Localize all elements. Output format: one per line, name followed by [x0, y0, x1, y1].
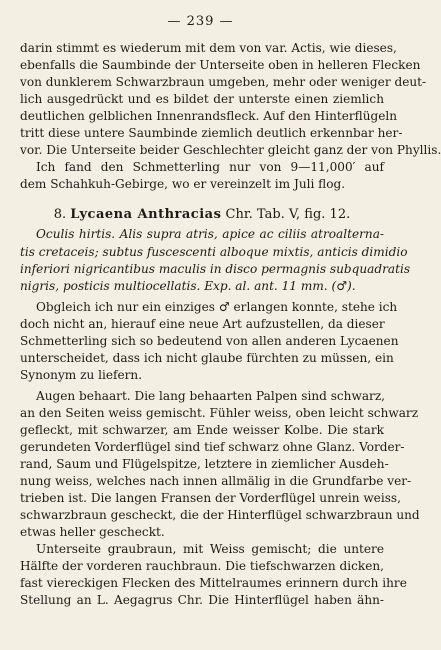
text-line: inferiori nigricantibus maculis in disco permagnis subquadratis [20, 261, 411, 276]
text-line: vor. Die Unterseite beider Geschlechter gleicht ganz der von Phyllis. [20, 143, 441, 158]
text-line: Stellung an L. Aegagrus Chr. Die Hinterflügel haben ähn- [20, 593, 384, 608]
text-line: Augen behaart. Die lang behaarten Palpen sind schwarz, [36, 388, 386, 403]
text-line: Schmetterling sich so bedeutend von allen anderen Lycaenen [20, 333, 399, 348]
text-line: nigris, posticis multiocellatis. Exp. al. ant. 11 mm. (♂). [20, 278, 356, 293]
text-line: lich ausgedrückt und es bildet der unterste einen ziemlich [20, 92, 384, 107]
paragraph-introduction [20, 299, 399, 384]
text-line: Oculis hirtis. Alis supra atris, apice ac ciliis atroalterna- [36, 227, 384, 242]
paragraph-upperside [20, 388, 420, 541]
text-line: trieben ist. Die langen Fransen der Vorderflügel unrein weiss, [20, 491, 401, 506]
text-line: tis cretaceis; subtus fuscescenti alboque mixtis, anticis dimidio [20, 244, 408, 259]
text-line: Synonym zu liefern. [20, 367, 143, 382]
text-line: tritt diese untere Saumbinde ziemlich deutlich erkennbar her- [20, 126, 403, 141]
text-line: rand, Saum und Flügelspitze, letztere in ziemlicher Ausdeh- [20, 457, 389, 472]
species-heading [20, 206, 384, 223]
text-line: dem Schahkuh-Gebirge, wo er vereinzelt im Juli flog. [20, 177, 346, 192]
text-line: Ich fand den Schmetterling nur von 9—11,000′ auf [36, 160, 384, 175]
text-line: nung weiss, welches nach innen allmälig in die Grundfarbe ver- [20, 474, 412, 489]
paragraph-description-end [20, 40, 441, 159]
body-text [20, 40, 441, 610]
text-line: darin stimmt es wiederum mit dem von var. Actis, wie dieses, [20, 41, 397, 55]
text-line: gefleckt, mit schwarzer, am Ende weisser Kolbe. Die stark [20, 422, 384, 437]
text-line: etwas heller gescheckt. [20, 525, 165, 540]
species-reference: Chr. Tab. V, fig. 12. [225, 207, 351, 223]
page-number: — 239 — [167, 14, 234, 29]
paragraph-locality [20, 159, 384, 193]
paragraph-underside [20, 541, 407, 609]
text-line: an den Seiten weiss gemischt. Fühler weiss, oben leicht schwarz [20, 405, 419, 420]
text-line: fast viereckigen Flecken des Mittelraumes erinnern durch ihre [20, 576, 407, 591]
text-line: gerundeten Vorderflügel sind tief schwarz ohne Glanz. Vorder- [20, 440, 405, 455]
text-line: unterscheidet, dass ich nicht glaube fürchten zu müssen, ein [20, 350, 394, 365]
species-name: Lycaena Anthracias [70, 207, 222, 223]
text-line: Obgleich ich nur ein einziges ♂ erlangen konnte, stehe ich [36, 299, 398, 314]
latin-diagnosis [20, 226, 411, 294]
text-line: Unterseite graubraun, mit Weiss gemischt; die untere [36, 542, 384, 557]
text-line: schwarzbraun gescheckt, die der Hinterflügel schwarzbraun und [20, 508, 420, 523]
text-line: von dunklerem Schwarzbraun umgeben, mehr oder weniger deut- [20, 75, 427, 90]
text-line: ebenfalls die Saumbinde der Unterseite oben in helleren Flecken [20, 58, 421, 73]
text-line: deutlichen gelblichen Innenrandsfleck. Auf den Hinterflügeln [20, 109, 398, 124]
species-number: 8. [53, 207, 67, 223]
text-line: Hälfte der vorderen rauchbraun. Die tiefschwarzen dicken, [20, 559, 384, 574]
text-line: doch nicht an, hierauf eine neue Art aufzustellen, da dieser [20, 316, 385, 331]
